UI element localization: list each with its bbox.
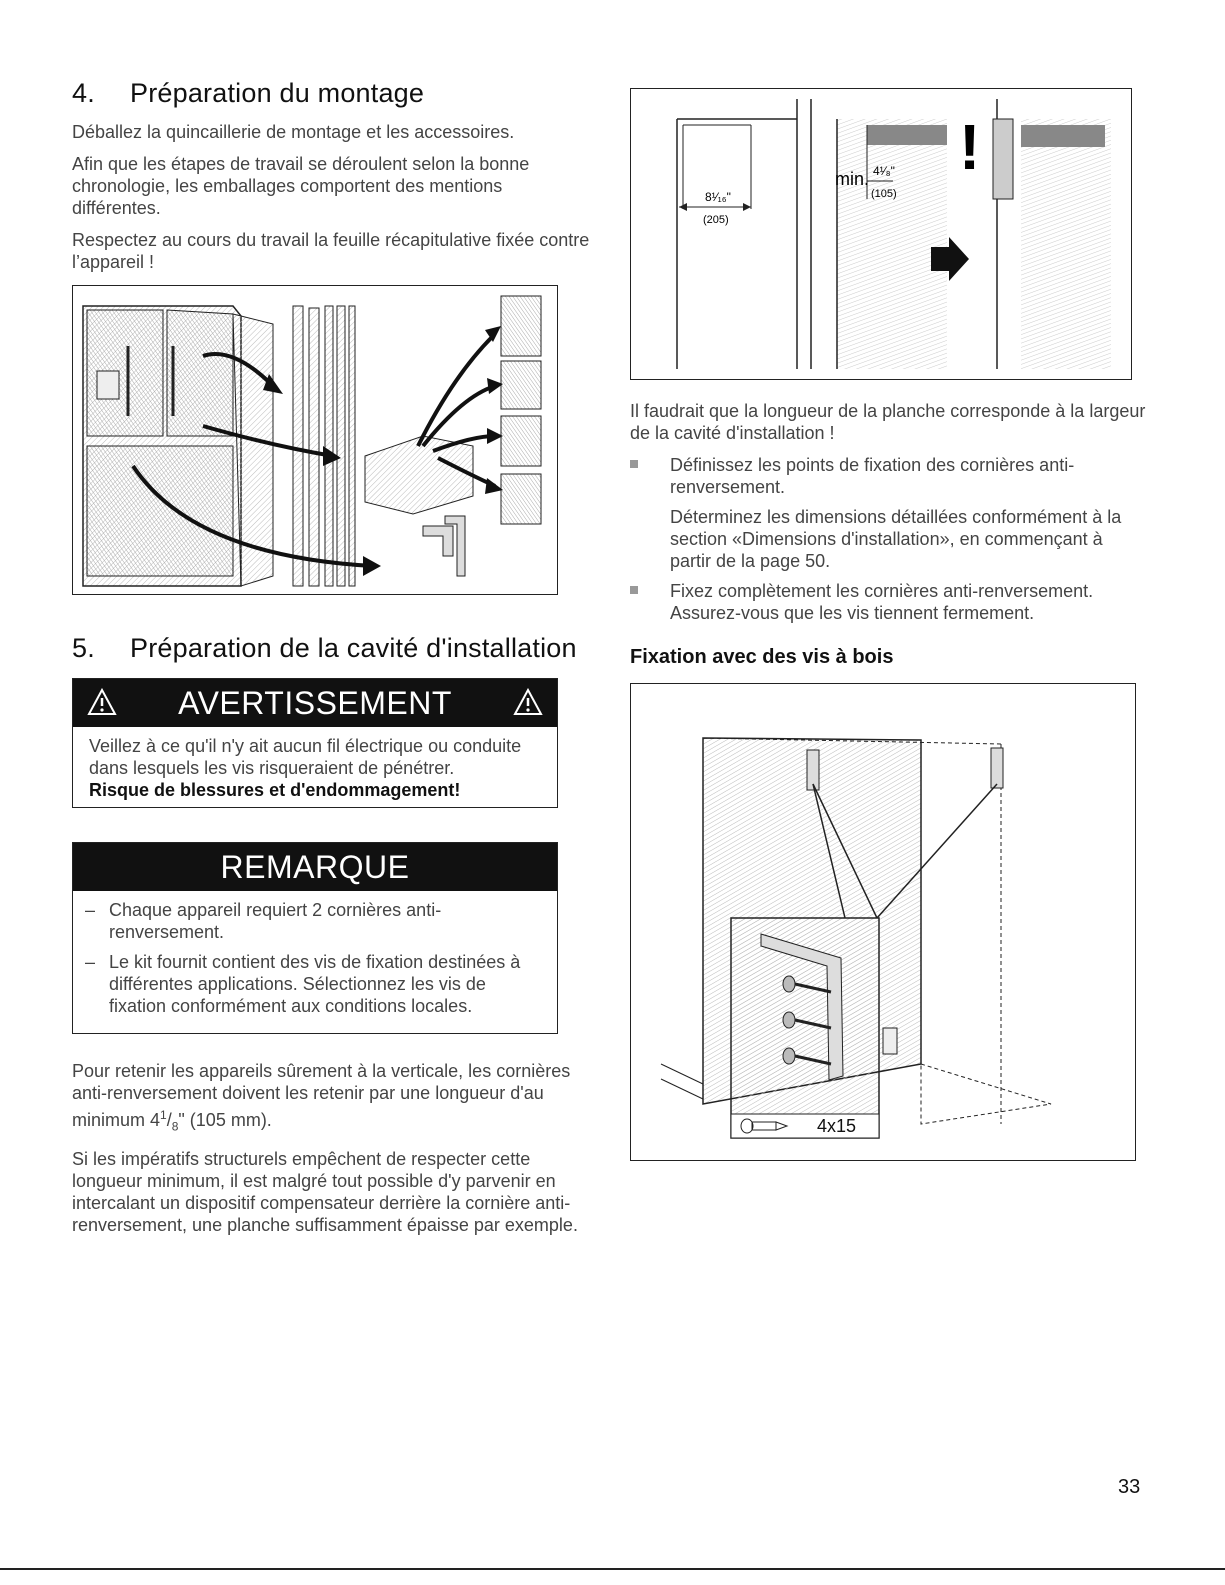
dim-105-inch: 4¹⁄₈" [873,164,895,178]
page-number: 33 [1118,1476,1141,1498]
dim-105-mm: (105) [871,188,897,200]
min-label: min. [835,169,870,189]
unpacking-illustration [73,286,557,594]
warning-text: Veillez à ce qu'il n'y ait aucun fil électrique ou conduite dans lesquels les vis risqueraient de pénétrer. [89,736,522,778]
bracket-dimension-illustration [631,89,1131,379]
note-list [73,891,557,1033]
subheading-wood-screws: Fixation avec des vis à bois [630,646,894,668]
section-4-heading [72,78,592,109]
section-5-heading [72,633,592,664]
list-item: Fixez complètement les cornières anti-renversement. Assurez-vous que les vis tiennent fermement. [630,580,1148,624]
warning-body [73,727,557,807]
left-column [72,78,592,1246]
warning-banner [73,679,557,727]
bottom-rule [0,1568,1225,1570]
bullet-square-icon [630,460,638,468]
section-5-title: Préparation de la cavité d'installation [130,633,577,663]
warning-title: AVERTISSEMENT [178,685,452,721]
right-column [630,88,1148,1161]
note-title: REMARQUE [220,849,410,885]
wood-screw-illustration [631,684,1135,1160]
section-5-number: 5. [72,633,95,663]
note-box [72,842,558,1034]
right-paragraph: Il faudrait que la longueur de la planche corresponde à la largeur de la cavité d'installation ! [630,401,1146,443]
unpacking-figure [72,285,558,595]
section-4-paragraph-1: Déballez la quincaillerie de montage et les accessoires. [72,122,515,142]
wood-screw-figure [630,683,1136,1161]
warning-box [72,678,558,808]
warning-triangle-icon [87,688,117,716]
section-5-paragraph-2: Si les impératifs structurels empêchent de respecter cette longueur minimum, il est malgré tout possible d'y parvenir en intercalant un dispositif compensateur derrière la cornière anti-renversement, une planche suffisamment épaisse par exemple. [72,1148,578,1235]
section-4-number: 4. [72,78,95,108]
bullet-square-icon [630,586,638,594]
note-item: – Le kit fournit contient des vis de fixation destinées à différentes applications. Sélectionnez les vis de fixation conformément aux conditions locales. [85,952,521,1016]
list-item: Définissez les points de fixation des cornières anti-renversement. Déterminez les dimensions détaillées conformément à la section «Dimensions d'installation», en commençant à partir de la page 50. [630,454,1148,572]
note-banner [73,843,557,891]
alert-exclamation: ! [959,111,981,183]
section-5-paragraph-1: Pour retenir les appareils sûrement à la verticale, les cornières anti-renversement doivent les retenir par une longueur d'au minimum $4^1/_8$" (105 mm). [72,1061,571,1134]
section-4-paragraph-2: Afin que les étapes de travail se déroulent selon la bonne chronologie, les emballages comportent des mentions différentes. [72,154,530,218]
warning-triangle-icon [513,688,543,716]
note-item: – Chaque appareil requiert 2 cornières anti-renversement. [85,900,442,942]
section-4-paragraph-3: Respectez au cours du travail la feuille récapitulative fixée contre l’appareil ! [72,230,590,272]
section-4-title: Préparation du montage [130,78,425,108]
bracket-dimension-figure [630,88,1132,380]
dim-205-inch: 8¹⁄₁₆" [705,190,731,204]
dim-205-mm: (205) [703,214,729,226]
screw-size-label: 4x15 [817,1116,857,1136]
instruction-list [630,454,1148,624]
warning-risk: Risque de blessures et d'endommagement! [89,780,461,800]
